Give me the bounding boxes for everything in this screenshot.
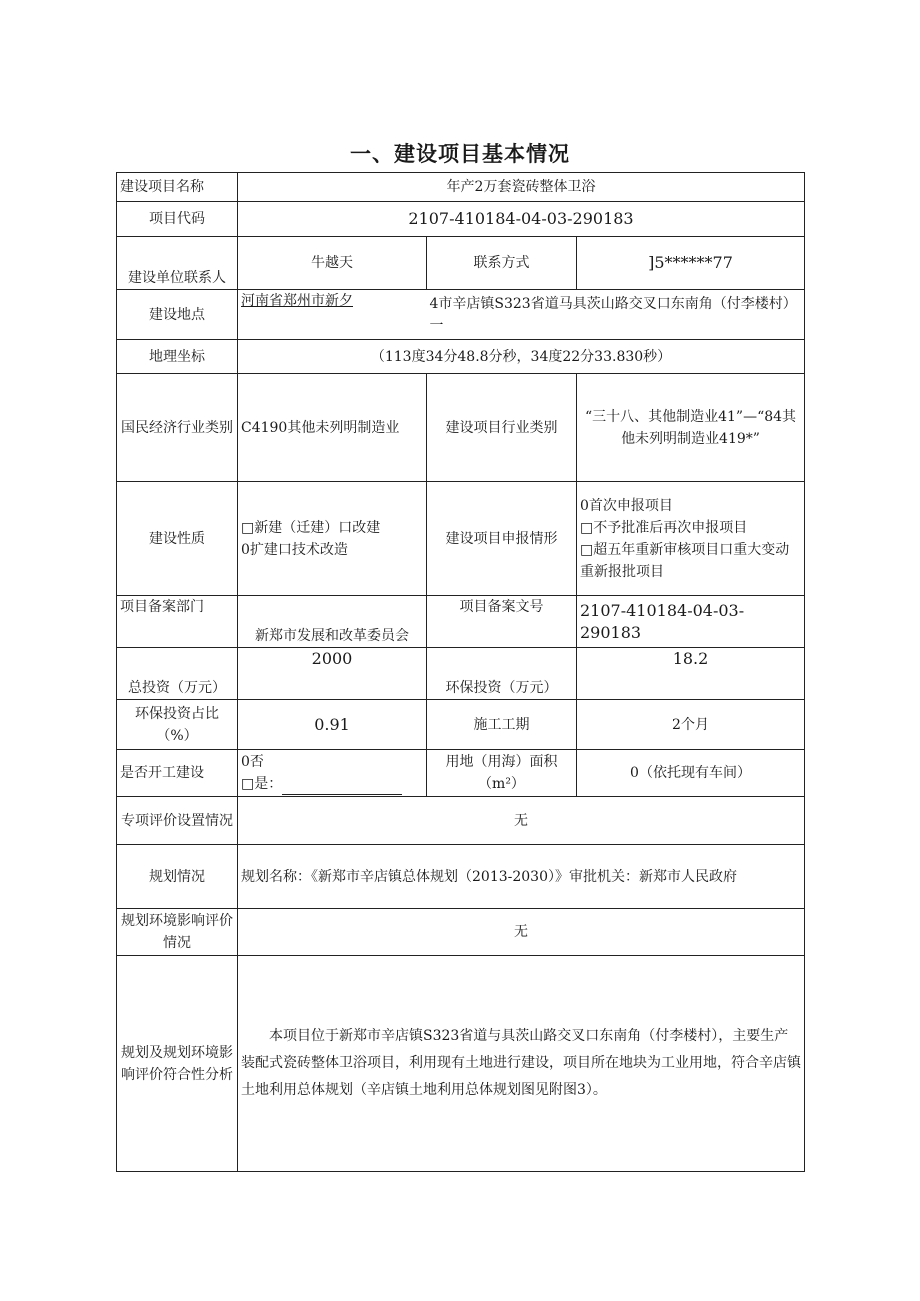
value-industry: C4190其他未列明制造业 <box>238 374 427 482</box>
label-special: 专项评价设置情况 <box>117 797 238 845</box>
start-option-yes-label: □是： <box>241 776 283 792</box>
value-declaration <box>577 482 805 596</box>
value-period: 2个月 <box>577 700 805 750</box>
label-area: 用地（用海）面积（m²） <box>427 750 577 797</box>
value-analysis <box>238 956 805 1172</box>
value-area: 0（依托现有车间） <box>577 750 805 797</box>
label-project-code: 项目代码 <box>117 202 238 237</box>
label-location: 建设地点 <box>117 290 238 340</box>
label-project-name: 建设项目名称 <box>117 173 238 202</box>
label-declaration: 建设项目申报情形 <box>427 482 577 596</box>
value-env-investment: 18.2 <box>577 648 805 700</box>
label-record-no: 项目备案文号 <box>427 596 577 648</box>
label-nature: 建设性质 <box>117 482 238 596</box>
label-analysis: 规划及规划环境影响评价符合性分析 <box>117 956 238 1172</box>
value-ratio: 0.91 <box>238 700 427 750</box>
value-coords: （113度34分48.8分秒，34度22分33.830秒） <box>238 340 805 374</box>
declaration-option-review: □超五年重新审核项目口重大变动重新报批项目 <box>580 541 790 580</box>
row-project-name <box>117 173 805 202</box>
label-industry: 国民经济行业类别 <box>117 374 238 482</box>
start-option-yes <box>241 773 423 795</box>
nature-option-expand: 0扩建口技术改造 <box>241 541 348 558</box>
value-planning: 规划名称：《新郑市辛店镇总体规划（2013-2030）》审批机关：新郑市人民政府 <box>238 845 805 909</box>
value-record-no: 2107-410184-04-03-290183 <box>577 596 805 648</box>
analysis-paragraph: 本项目位于新郑市辛店镇S323省道与具茨山路交叉口东南角（付李楼村），主要生产装配式瓷砖整体卫浴项目，利用现有土地进行建设，项目所在地块为工业用地，符合辛店镇土地利用总体规划（辛店镇土地利用总体规划图见附图3）。 <box>241 1028 801 1098</box>
label-ratio: 环保投资占比（%） <box>117 700 238 750</box>
value-special: 无 <box>238 797 805 845</box>
label-planning: 规划情况 <box>117 845 238 909</box>
value-contact-name: 牛越天 <box>238 237 427 290</box>
value-project-code: 2107-410184-04-03-290183 <box>238 202 805 237</box>
value-plan-env: 无 <box>238 909 805 956</box>
row-plan-env <box>117 909 805 956</box>
row-nature <box>117 482 805 596</box>
value-location-part2: 4市辛店镇S323省道马具茨山路交叉口东南角（付李楼村）一 <box>427 290 805 340</box>
label-start: 是否开工建设 <box>117 750 238 797</box>
row-industry <box>117 374 805 482</box>
row-location <box>117 290 805 340</box>
nature-option-new: □新建（迁建）口改建 <box>241 519 381 536</box>
declaration-option-first: 0首次申报项目 <box>580 497 673 514</box>
row-planning <box>117 845 805 909</box>
value-nature <box>238 482 427 596</box>
page-title: 一、建设项目基本情况 <box>350 142 570 166</box>
value-start <box>238 750 427 797</box>
row-contact <box>117 237 805 290</box>
row-project-code <box>117 202 805 237</box>
label-contact: 建设单位联系人 <box>117 237 238 290</box>
row-special <box>117 797 805 845</box>
label-env-investment: 环保投资（万元） <box>427 648 577 700</box>
row-analysis <box>117 956 805 1172</box>
value-record: 新郑市发展和改革委员会 <box>238 596 427 648</box>
start-blank-line <box>282 780 402 795</box>
label-investment: 总投资（万元） <box>117 648 238 700</box>
start-option-no: 0否 <box>241 754 264 770</box>
value-contact-phone: ]5******77 <box>577 237 805 290</box>
basic-info-table <box>116 172 805 1172</box>
label-contact-method: 联系方式 <box>427 237 577 290</box>
location-province: 河南省郑州市新夕 <box>241 293 353 309</box>
value-project-name: 年产2万套瓷砖整体卫浴 <box>238 173 805 202</box>
value-project-industry: “三十八、其他制造业41”—“84其他未列明制造业419*” <box>577 374 805 482</box>
row-record <box>117 596 805 648</box>
value-investment: 2000 <box>238 648 427 700</box>
label-project-industry: 建设项目行业类别 <box>427 374 577 482</box>
declaration-option-resubmit: □不予批准后再次申报项目 <box>580 519 748 536</box>
row-investment <box>117 648 805 700</box>
label-coords: 地理坐标 <box>117 340 238 374</box>
label-period: 施工工期 <box>427 700 577 750</box>
row-coords <box>117 340 805 374</box>
value-location-part1 <box>238 290 427 340</box>
label-plan-env: 规划环境影响评价情况 <box>117 909 238 956</box>
row-start <box>117 750 805 797</box>
label-record: 项目备案部门 <box>117 596 238 648</box>
row-ratio <box>117 700 805 750</box>
